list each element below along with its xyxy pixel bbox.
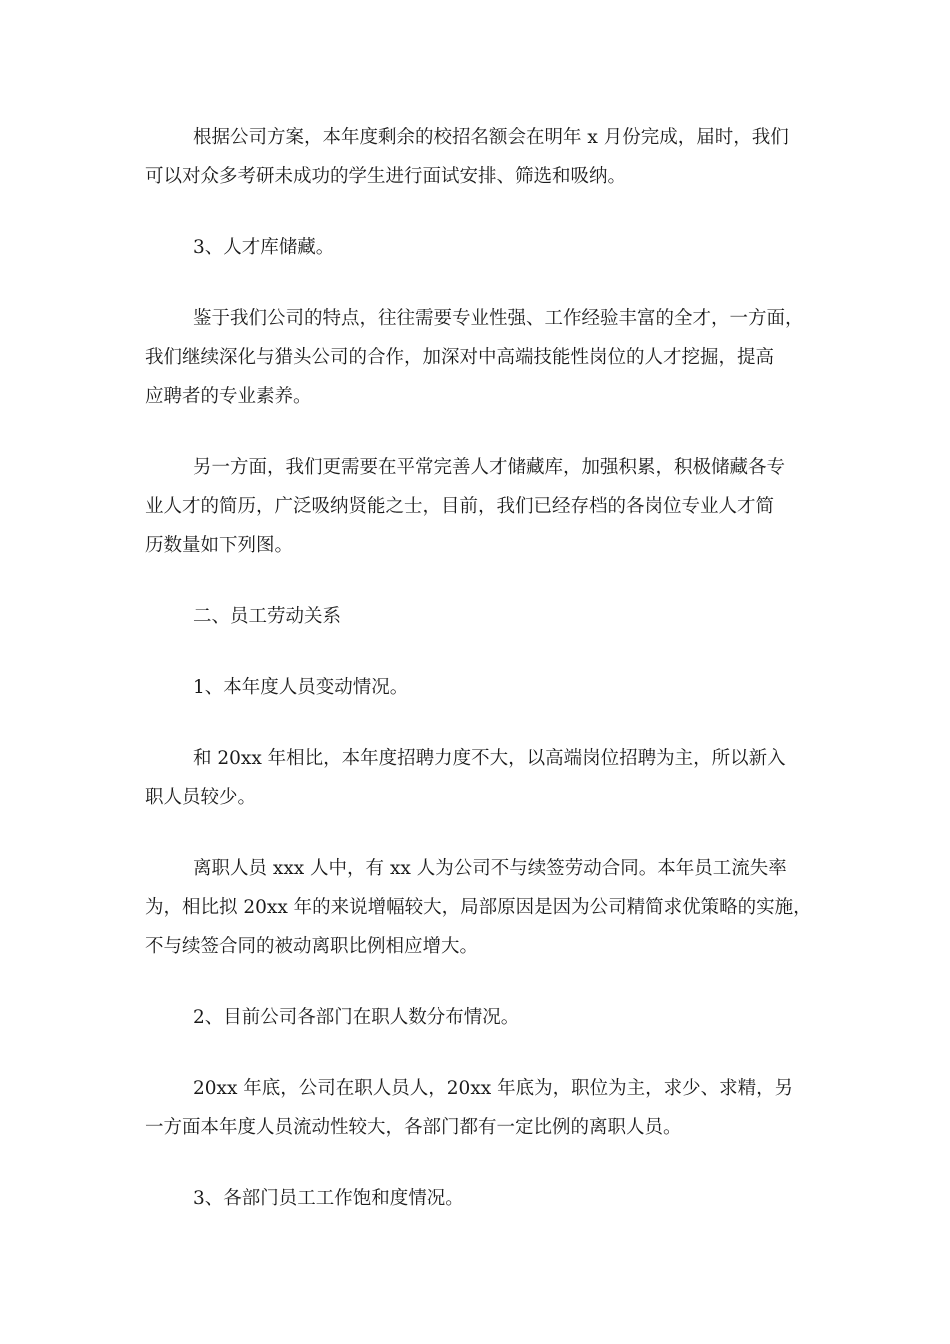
text-line: 应聘者的专业素养。 (145, 386, 312, 407)
paragraph-talent-reserve (145, 448, 810, 565)
text-line: 根据公司方案，本年度剩余的校招名额会在明年 x 月份完成，届时，我们 (193, 127, 789, 148)
text-line: 业人才的简历，广泛吸纳贤能之士，目前，我们已经存档的各岗位专业人才简 (145, 496, 775, 517)
document-body (145, 118, 810, 1218)
text-line: 不与续签合同的被动离职比例相应增大。 (145, 936, 479, 957)
text-line: 为，相比拟 20xx 年的来说增幅较大，局部原因是因为公司精简求优策略的实施， (145, 897, 812, 918)
text-line: 职人员较少。 (145, 787, 257, 808)
text-line: 二、员工劳动关系 (193, 606, 342, 627)
text-line: 我们继续深化与猎头公司的合作，加深对中高端技能性岗位的人才挖掘，提高 (145, 347, 775, 368)
heading-talent-pool (145, 228, 810, 267)
text-line: 3、人才库储藏。 (193, 237, 335, 258)
heading-department-distribution (145, 998, 810, 1037)
text-line: 鉴于我们公司的特点，往往需要专业性强、工作经验丰富的全才，一方面， (193, 308, 804, 329)
text-line: 离职人员 xxx 人中，有 xx 人为公司不与续签劳动合同。本年员工流失率 (193, 858, 787, 879)
text-line: 一方面本年度人员流动性较大，各部门都有一定比例的离职人员。 (145, 1117, 682, 1138)
paragraph-headhunter-cooperation (145, 299, 810, 416)
heading-workload-saturation (145, 1179, 810, 1218)
text-line: 历数量如下列图。 (145, 535, 294, 556)
text-line: 3、各部门员工工作饱和度情况。 (193, 1188, 464, 1209)
paragraph-headcount (145, 1069, 810, 1147)
heading-staff-changes (145, 668, 810, 707)
section-heading-labor-relations (145, 597, 810, 636)
text-line: 20xx 年底，公司在职人员人，20xx 年底为，职位为主，求少、求精，另 (193, 1078, 794, 1099)
paragraph-campus-recruitment (145, 118, 810, 196)
text-line: 1、本年度人员变动情况。 (193, 677, 409, 698)
text-line: 可以对众多考研未成功的学生进行面试安排、筛选和吸纳。 (145, 166, 627, 187)
text-line: 和 20xx 年相比，本年度招聘力度不大，以高端岗位招聘为主，所以新入 (193, 748, 786, 769)
text-line: 2、目前公司各部门在职人数分布情况。 (193, 1007, 520, 1028)
paragraph-recruitment-comparison (145, 739, 810, 817)
text-line: 另一方面，我们更需要在平常完善人才储藏库，加强积累，积极储藏各专 (193, 457, 786, 478)
paragraph-turnover (145, 849, 810, 966)
